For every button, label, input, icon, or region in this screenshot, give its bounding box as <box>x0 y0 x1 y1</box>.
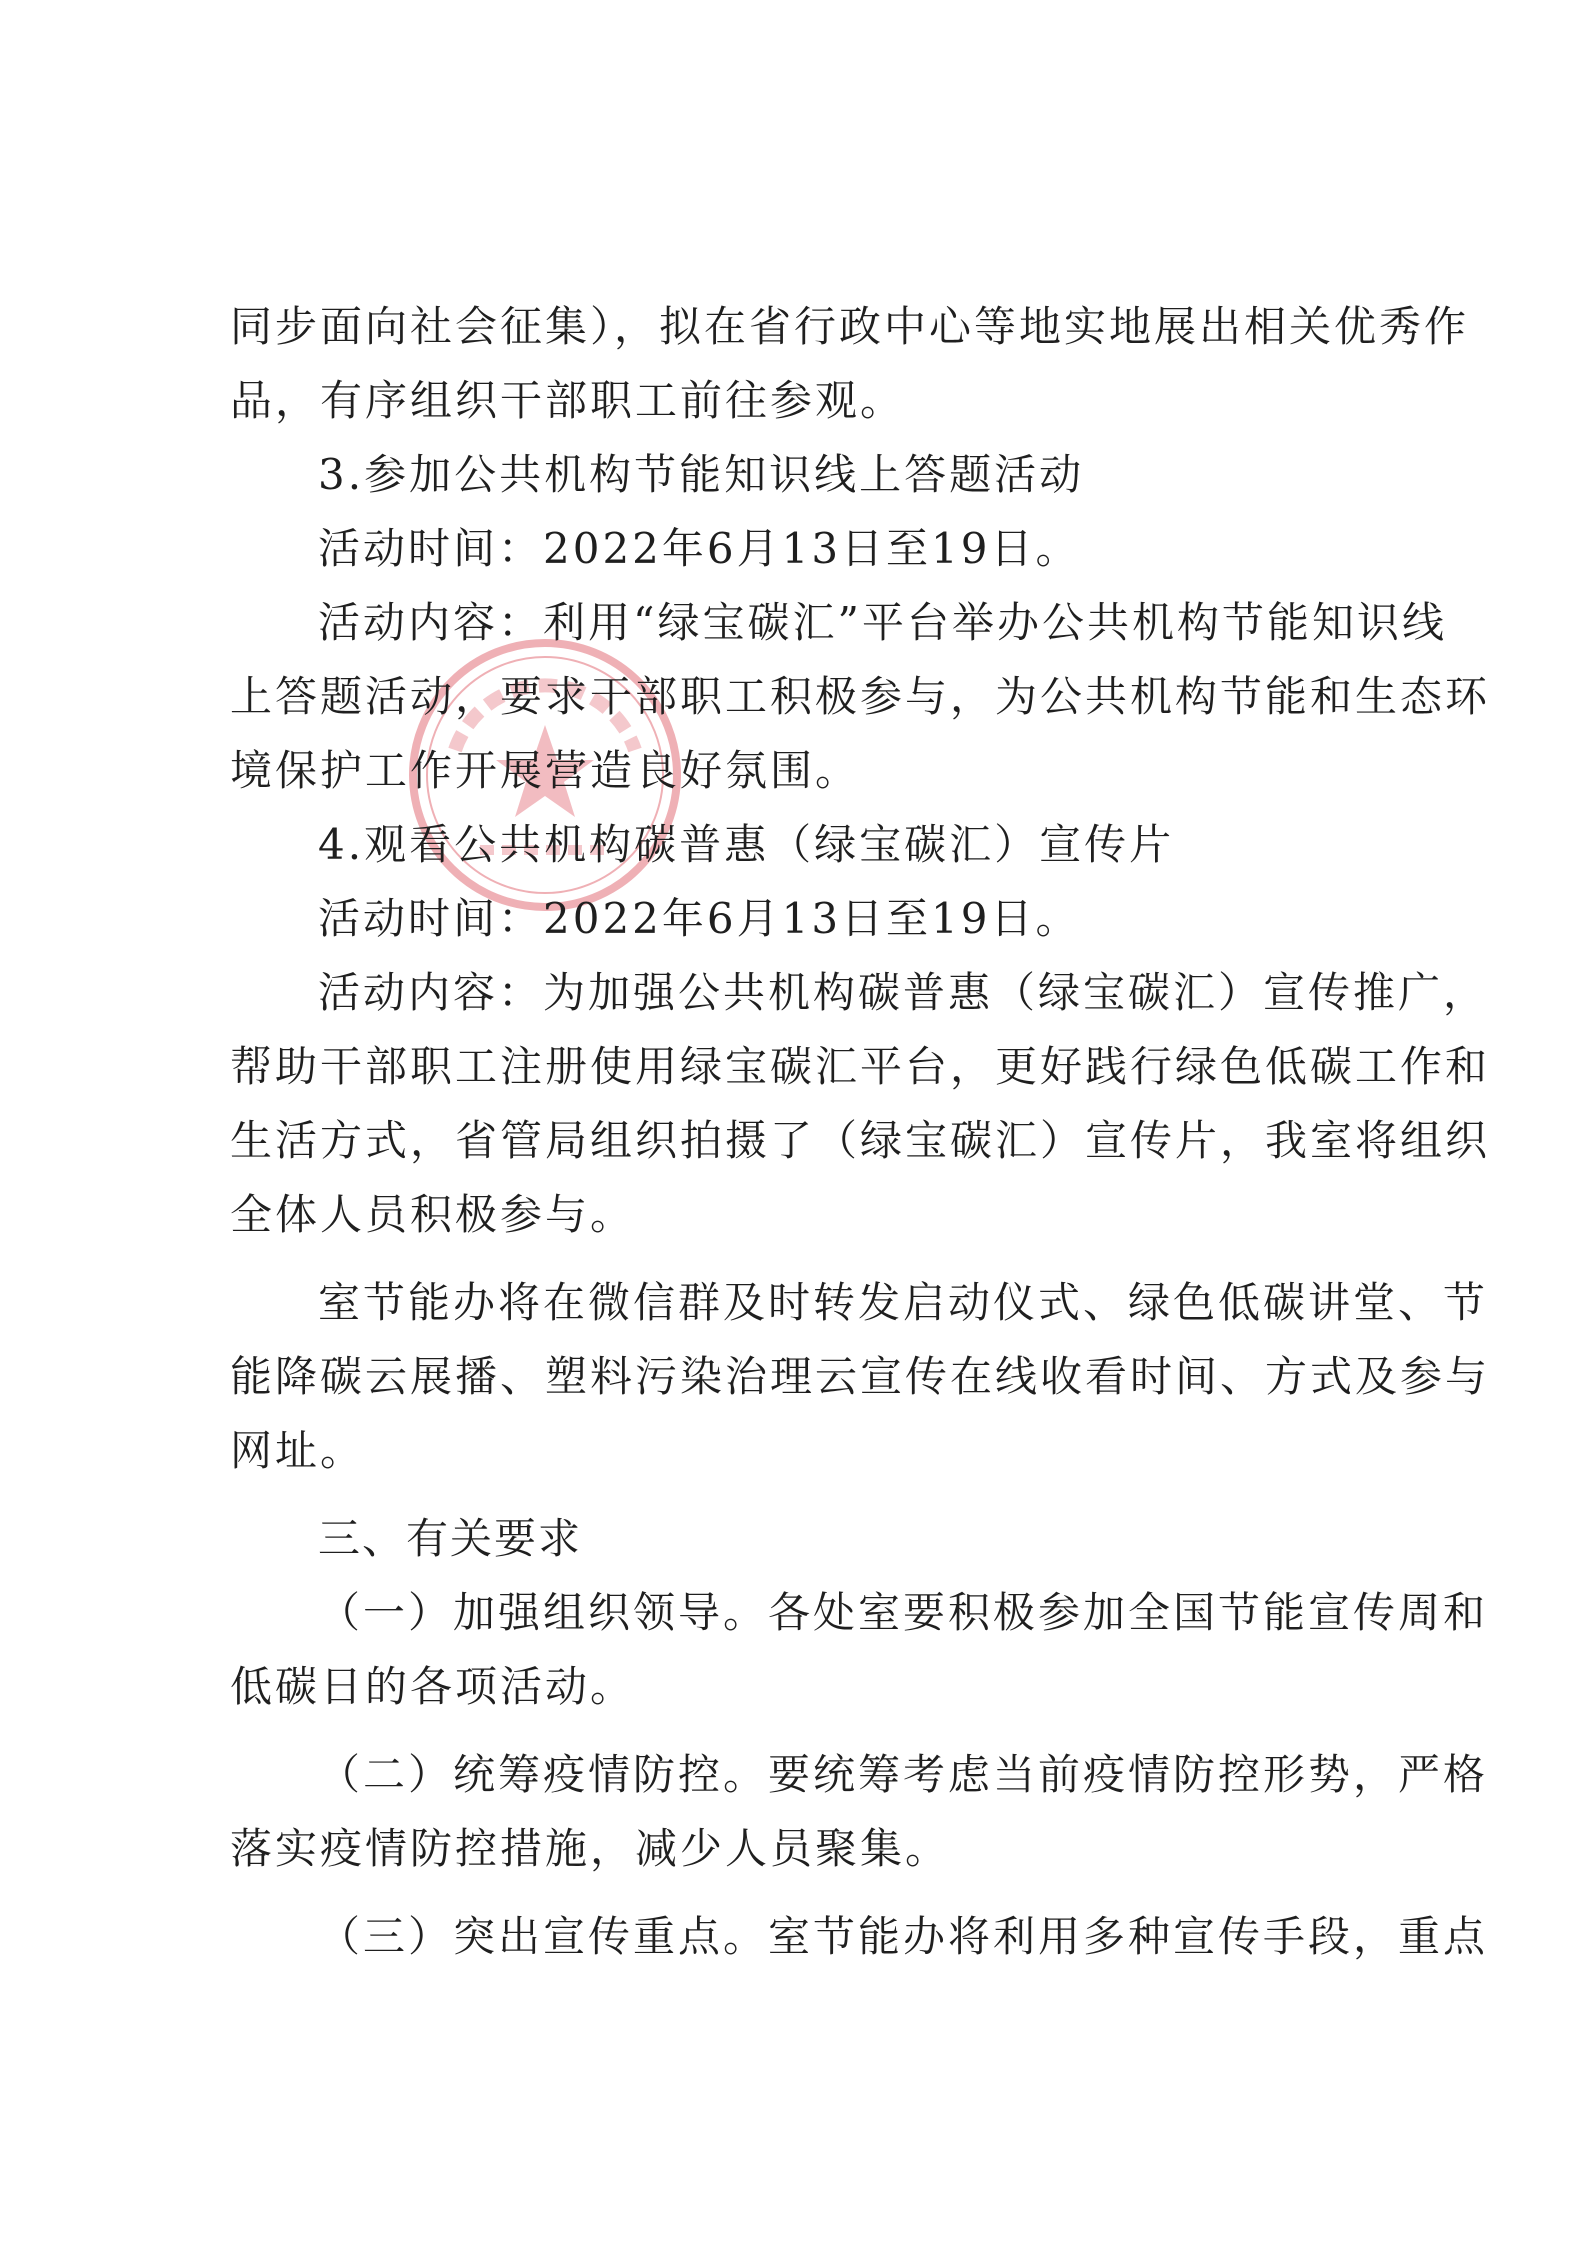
body-text-line: 活动内容：为加强公共机构碳普惠（绿宝碳汇）宣传推广， <box>318 968 1489 1017</box>
body-text-line: 生活方式，省管局组织拍摄了（绿宝碳汇）宣传片，我室将组织 <box>230 1116 1491 1165</box>
body-text-line: 帮助干部职工注册使用绿宝碳汇平台，更好践行绿色低碳工作和 <box>230 1042 1491 1091</box>
body-text-line: （一）加强组织领导。各处室要积极参加全国节能宣传周和 <box>318 1588 1489 1637</box>
activity-time: 活动时间：2022年6月13日至19日。 <box>318 524 1081 573</box>
body-text-line: 低碳日的各项活动。 <box>230 1662 636 1711</box>
body-text-line: 全体人员积极参与。 <box>230 1190 636 1239</box>
section-heading: 三、有关要求 <box>318 1514 583 1563</box>
document-body <box>230 290 1491 1974</box>
body-text-line: （三）突出宣传重点。室节能办将利用多种宣传手段，重点 <box>318 1912 1489 1961</box>
body-text-line: 网址。 <box>230 1426 366 1475</box>
body-text-line: 境保护工作开展营造良好氛围。 <box>230 746 861 795</box>
activity-time: 活动时间：2022年6月13日至19日。 <box>318 894 1081 943</box>
body-text-line: 能降碳云展播、塑料污染治理云宣传在线收看时间、方式及参与 <box>230 1352 1491 1401</box>
item-heading: 3.参加公共机构节能知识线上答题活动 <box>318 450 1085 499</box>
body-text-line: 品，有序组织干部职工前往参观。 <box>230 376 906 425</box>
body-text-line: 同步面向社会征集），拟在省行政中心等地实地展出相关优秀作 <box>230 302 1470 351</box>
body-text-line: 上答题活动，要求干部职工积极参与，为公共机构节能和生态环 <box>230 672 1491 721</box>
body-text-line: 室节能办将在微信群及时转发启动仪式、绿色低碳讲堂、节 <box>318 1278 1489 1327</box>
body-text-line: 活动内容：利用“绿宝碳汇”平台举办公共机构节能知识线 <box>318 598 1447 647</box>
body-text-line: （二）统筹疫情防控。要统筹考虑当前疫情防控形势，严格 <box>318 1750 1489 1799</box>
item-heading: 4.观看公共机构碳普惠（绿宝碳汇）宣传片 <box>318 820 1175 869</box>
body-text-line: 落实疫情防控措施，减少人员聚集。 <box>230 1824 951 1873</box>
